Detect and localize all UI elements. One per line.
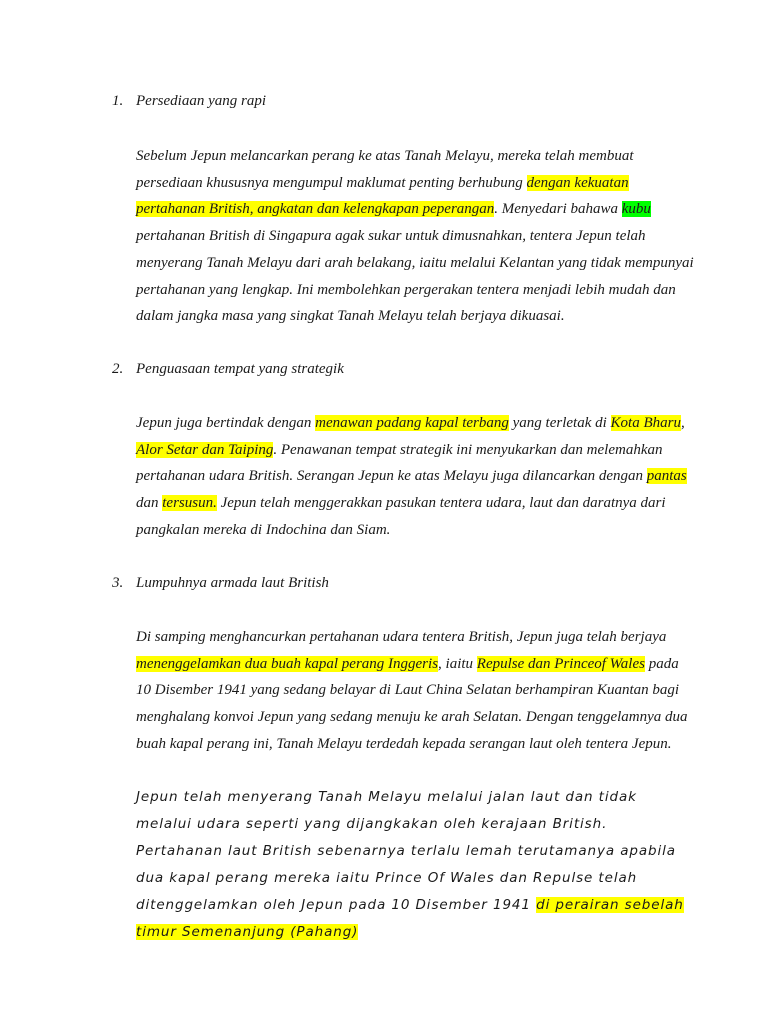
- section-2-title: Penguasaan tempat yang strategik: [136, 361, 344, 377]
- text-run: . Penawanan tempat strategik ini menyukarkan dan melemahkan pertahanan udara British. Serangan Jepun ke atas Melayu juga dilancarkan dengan: [136, 441, 663, 485]
- text-run: Di samping menghancurkan pertahanan udara tentera British, Jepun juga telah berjaya: [136, 629, 667, 645]
- text-run: , iaitu: [438, 655, 477, 672]
- highlight-yellow: dengan kekuatan pertahanan British, angkatan dan kelengkapan peperangan: [136, 174, 629, 218]
- text-run: . Menyedari bahawa: [494, 201, 622, 218]
- text-run: ,: [680, 415, 685, 431]
- section-2-heading: [112, 361, 344, 378]
- section-3-heading: [112, 575, 329, 592]
- text-run: Sebelum Jepun melancarkan perang ke atas Tanah Melayu, mereka telah membuat persediaan khususnya mengumpul maklumat penting berhubung: [136, 148, 634, 191]
- section-1-paragraph: [136, 143, 696, 330]
- text-run: Jepun juga bertindak dengan: [136, 415, 316, 431]
- text-run: yang terletak di: [508, 415, 611, 431]
- text-run: pertahanan British di Singapura agak sukar untuk dimusnahkan, tentera Jepun telah menyerang Tanah Melayu dari arah belakang, iaitu melalui Kelantan yang tidak mempunyai pertahanan yang lengkap. Ini membolehkan pergerakan tentera menjadi lebih mudah dan dalam jangka masa yang singkat Tanah Melayu telah berjaya dikuasai.: [136, 228, 694, 325]
- section-2-number: 2.: [112, 361, 124, 377]
- highlight-yellow: Kota Bharu: [610, 415, 681, 431]
- section-1-title: Persediaan yang rapi: [136, 93, 266, 109]
- text-run: pada 10 Disember 1941 yang sedang belayar di Laut China Selatan berhampiran Kuantan bagi menghalang konvoi Jepun yang sedang menuju ke arah Selatan. Dengan tenggelamnya dua buah kapal perang ini, Tanah Melayu terdedah kepada serangan laut oleh tentera Jepun.: [136, 655, 688, 752]
- highlight-yellow: di perairan sebelah: [536, 897, 684, 913]
- highlight-yellow: timur Semenanjung (Pahang): [136, 924, 359, 940]
- section-3-paragraph: [136, 624, 696, 758]
- highlight-yellow: menawan padang kapal terbang: [315, 415, 509, 431]
- section-1-number: 1.: [112, 93, 124, 109]
- text-run: Jepun telah menggerakkan pasukan tentera udara, laut dan daratnya dari pangkalan mereka di Indochina dan Siam.: [136, 495, 666, 538]
- section-3-title: Lumpuhnya armada laut British: [136, 575, 329, 591]
- text-run: Jepun telah menyerang Tanah Melayu melalui jalan laut dan tidak melalui udara seperti yang dijangkakan oleh kerajaan British. Pertahanan laut British sebenarnya terlalu lemah terutamanya apabila dua kapal perang mereka iaitu Prince Of Wales dan Repulse telah ditenggelamkan oleh Jepun pada 10 Disember 1941: [136, 789, 676, 913]
- section-2-paragraph: [136, 410, 696, 544]
- highlight-yellow: menenggelamkan dua buah kapal perang Inggeris: [136, 655, 439, 672]
- highlight-yellow: tersusun.: [162, 495, 217, 512]
- highlight-yellow: Alor Setar dan Taiping: [136, 441, 274, 458]
- section-3-number: 3.: [112, 575, 124, 591]
- highlight-yellow: Repulse dan Princeof Wales: [476, 655, 645, 672]
- text-run: dan: [136, 495, 163, 512]
- highlight-yellow: pantas: [646, 468, 687, 485]
- section-3-paragraph-2: [136, 784, 696, 946]
- highlight-green: kubu: [621, 201, 651, 218]
- section-1-heading: [112, 93, 266, 110]
